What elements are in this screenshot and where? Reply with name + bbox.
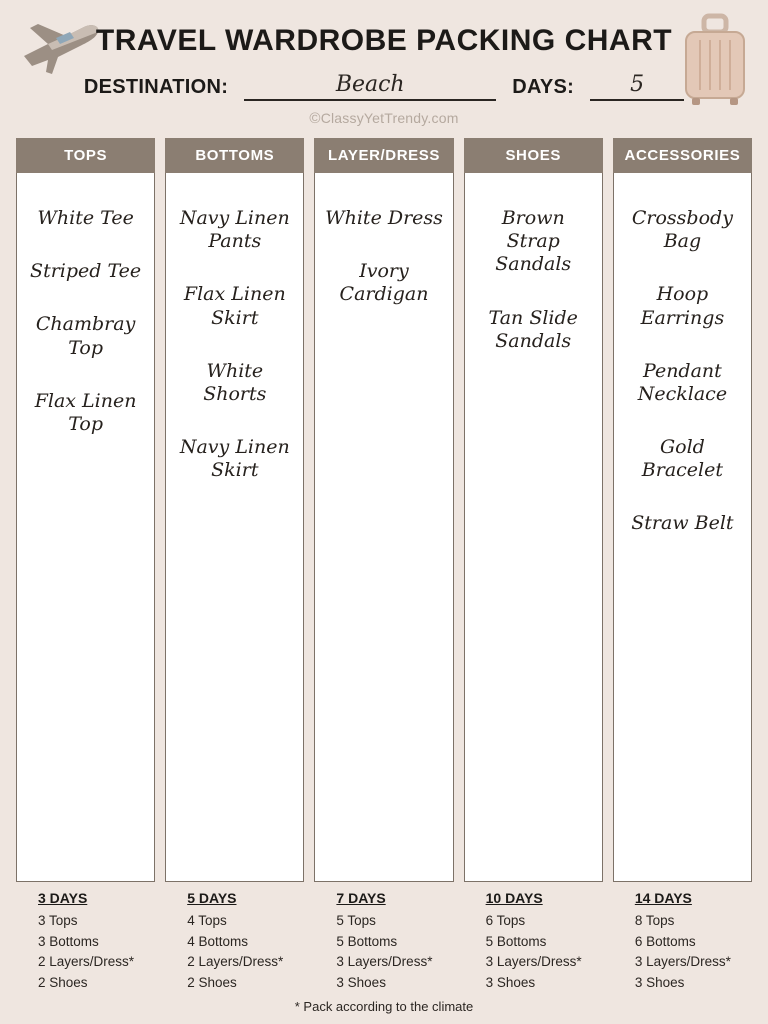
guide-line: 3 Layers/Dress* (634, 954, 731, 970)
column-body-tops[interactable] (16, 173, 155, 882)
packing-chart (16, 138, 752, 882)
guide-line: 3 Shoes (336, 974, 386, 990)
list-item: Chambray Top (35, 313, 136, 359)
destination-label: DESTINATION: (83, 76, 229, 98)
guide-title: 5 DAYS (187, 890, 237, 906)
copyright-icon: © (309, 110, 321, 127)
guide-3-days (16, 890, 155, 993)
column-header-shoes: SHOES (464, 138, 603, 173)
guide-14-days (613, 890, 752, 993)
destination-field[interactable] (244, 72, 496, 101)
credit-text: ClassyYetTrendy.com (320, 110, 459, 126)
guide-line: 3 Layers/Dress* (336, 954, 433, 970)
guide-title: 14 DAYS (634, 890, 692, 906)
guide-line: 3 Shoes (634, 974, 685, 990)
column-header-tops: TOPS (16, 138, 155, 173)
list-item: White Shorts (203, 359, 267, 405)
list-item: Navy Linen Skirt (179, 436, 290, 482)
guide-line: 6 Bottoms (634, 933, 696, 949)
header-fields (0, 72, 768, 101)
guide-title: 7 DAYS (336, 890, 386, 906)
guide-line: 5 Tops (336, 913, 376, 928)
guide-5-days (165, 890, 304, 993)
guide-10-days (464, 890, 603, 993)
guide-line: 5 Bottoms (336, 933, 398, 949)
column-tops (16, 138, 155, 882)
guide-line: 2 Shoes (187, 974, 237, 990)
guide-line: 4 Tops (187, 913, 227, 928)
column-header-accessories: ACCESSORIES (613, 138, 752, 173)
destination-value: Beach (335, 72, 405, 97)
guide-line: 3 Tops (38, 913, 78, 928)
page-header (0, 0, 768, 130)
guide-line: 6 Tops (485, 913, 526, 928)
column-body-bottoms[interactable] (165, 173, 304, 882)
list-item: Navy Linen Pants (179, 207, 290, 253)
page-title: TRAVEL WARDROBE PACKING CHART (95, 24, 673, 57)
guide-7-days (314, 890, 453, 993)
list-item: Crossbody Bag (631, 207, 733, 253)
guide-title: 10 DAYS (485, 890, 543, 906)
column-layer-dress (314, 138, 453, 882)
column-body-shoes[interactable] (464, 173, 603, 882)
list-item: Striped Tee (30, 260, 142, 283)
column-header-bottoms: BOTTOMS (165, 138, 304, 173)
column-body-layer-dress[interactable] (314, 173, 453, 882)
column-accessories (613, 138, 752, 882)
days-field[interactable] (590, 72, 684, 101)
guide-line: 2 Shoes (38, 974, 88, 990)
climate-footnote: * Pack according to the climate (294, 999, 474, 1015)
list-item: White Dress (325, 207, 443, 229)
column-bottoms (165, 138, 304, 882)
days-label: DAYS: (512, 76, 575, 98)
list-item: Brown Strap Sandals (495, 207, 572, 276)
column-header-layer-dress: LAYER/DRESS (314, 138, 453, 173)
guide-line: 4 Bottoms (187, 933, 248, 949)
list-item: Flax Linen Top (34, 389, 137, 435)
guide-line: 3 Shoes (485, 974, 536, 990)
list-item: Hoop Earrings (640, 283, 725, 329)
credit-line (0, 110, 768, 127)
days-value: 5 (630, 72, 645, 97)
guide-line: 3 Bottoms (38, 933, 99, 949)
list-item: Straw Belt (631, 512, 734, 535)
guide-line: 2 Layers/Dress* (38, 954, 135, 970)
guide-title: 3 DAYS (38, 890, 88, 906)
list-item: Tan Slide Sandals (488, 306, 578, 352)
guide-line: 8 Tops (634, 913, 675, 928)
column-body-accessories[interactable] (613, 173, 752, 882)
packing-guide (16, 884, 752, 1016)
list-item: Pendant Necklace (637, 359, 728, 405)
list-item: White Tee (37, 207, 134, 229)
column-shoes (464, 138, 603, 882)
guide-line: 5 Bottoms (485, 933, 547, 949)
list-item: Ivory Cardigan (339, 260, 429, 306)
list-item: Flax Linen Skirt (183, 283, 286, 329)
guide-line: 3 Layers/Dress* (485, 954, 582, 970)
list-item: Gold Bracelet (641, 436, 724, 482)
guide-line: 2 Layers/Dress* (187, 954, 284, 970)
